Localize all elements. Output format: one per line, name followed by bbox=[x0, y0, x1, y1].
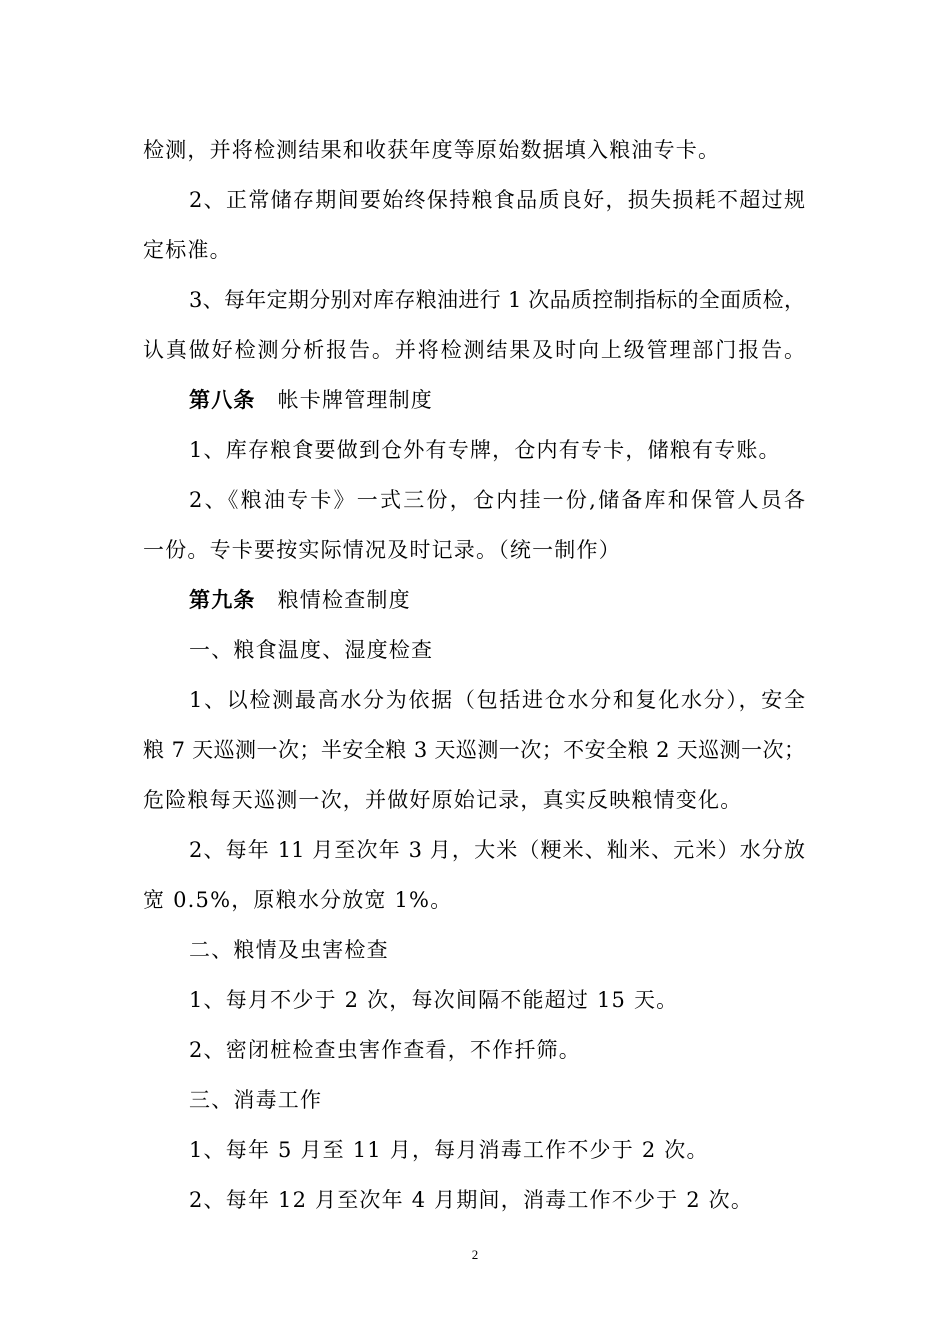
article-heading bbox=[189, 385, 433, 415]
body-line: 2、《粮油专卡》一式三份，仓内挂一份,储备库和保管人员各 bbox=[189, 488, 805, 512]
body-line: 1、以检测最高水分为依据（包括进仓水分和复化水分），安全 bbox=[189, 688, 805, 712]
body-line: 1、库存粮食要做到仓外有专牌，仓内有专卡，储粮有专账。 bbox=[189, 438, 781, 462]
body-line: 粮 7 天巡测一次；半安全粮 3 天巡测一次；不安全粮 2 天巡测一次； bbox=[143, 738, 805, 762]
body-line: 宽 0.5%，原粮水分放宽 1%。 bbox=[143, 888, 453, 912]
body-line: 一份。专卡要按实际情况及时记录。（统一制作） bbox=[143, 538, 621, 562]
article-title: 帐卡牌管理制度 bbox=[277, 388, 434, 412]
article-number: 第八条 bbox=[189, 387, 256, 412]
article-title: 粮情检查制度 bbox=[277, 588, 411, 612]
body-line: 1、每年 5 月至 11 月，每月消毒工作不少于 2 次。 bbox=[189, 1138, 709, 1162]
section-heading: 二、粮情及虫害检查 bbox=[189, 938, 389, 962]
article-number: 第九条 bbox=[189, 587, 256, 612]
body-line: 2、密闭桩检查虫害作查看，不作扦筛。 bbox=[189, 1038, 581, 1062]
body-line: 3、每年定期分别对库存粮油进行 1 次品质控制指标的全面质检， bbox=[189, 288, 805, 312]
body-line: 认真做好检测分析报告。并将检测结果及时向上级管理部门报告。 bbox=[143, 338, 805, 362]
article-heading bbox=[189, 585, 411, 615]
body-line: 2、每年 12 月至次年 4 月期间，消毒工作不少于 2 次。 bbox=[189, 1188, 754, 1212]
body-line: 1、每月不少于 2 次，每次间隔不能超过 15 天。 bbox=[189, 988, 679, 1012]
body-line: 2、正常储存期间要始终保持粮食品质良好，损失损耗不超过规 bbox=[189, 188, 805, 212]
page-number: 2 bbox=[471, 1247, 479, 1262]
section-heading: 三、消毒工作 bbox=[189, 1088, 323, 1112]
body-line: 危险粮每天巡测一次，并做好原始记录，真实反映粮情变化。 bbox=[143, 788, 743, 812]
section-heading: 一、粮食温度、湿度检查 bbox=[189, 638, 434, 662]
body-line: 2、每年 11 月至次年 3 月，大米（粳米、籼米、元米）水分放 bbox=[189, 838, 805, 862]
body-line: 定标准。 bbox=[143, 238, 232, 262]
body-line: 检测，并将检测结果和收获年度等原始数据填入粮油专卡。 bbox=[143, 138, 721, 162]
